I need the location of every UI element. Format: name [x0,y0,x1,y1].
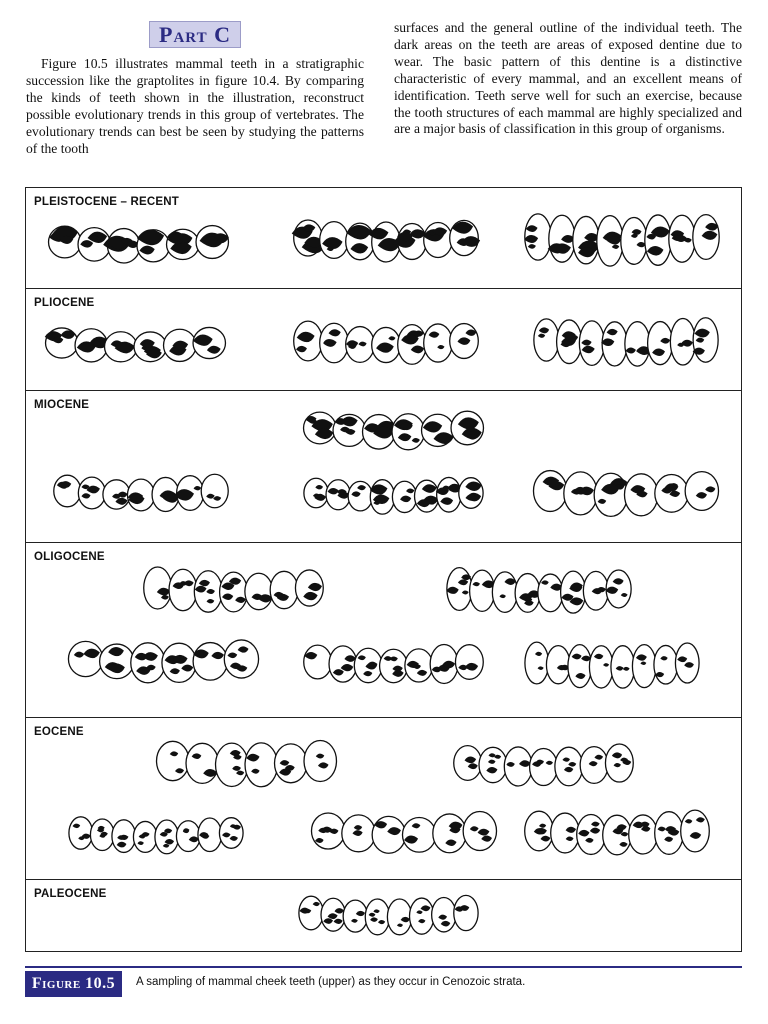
tooth-crown [329,646,357,682]
tooth-crown [131,643,165,683]
tooth-crown [621,217,647,264]
tooth-crown [454,895,478,930]
tooth-row-drawing [291,216,481,264]
tooth-crown [304,645,332,679]
tooth-row-drawing [43,325,228,365]
tooth-row-drawing [522,806,712,860]
tooth-crown [504,747,532,786]
tooth-crown [561,571,586,613]
tooth-crown [629,815,658,854]
epoch-label: PLEISTOCENE – RECENT [34,196,180,208]
tooth-row-drawing [66,637,261,685]
figure-number: Figure 10.5 [31,975,116,992]
tooth-crown [455,645,483,680]
tooth-row-drawing [522,208,722,270]
tooth-crown [193,643,227,681]
tooth-crown [470,570,495,611]
tooth-row-drawing [444,565,634,617]
tooth-crown [437,477,461,512]
figure-caption: A sampling of mammal cheek teeth (upper) as they occur in Cenozoic strata. [136,976,526,988]
tooth-row-drawing [66,814,246,856]
tooth-crown [525,642,549,684]
tooth-row-drawing [451,742,636,788]
epoch-miocene [26,391,741,543]
tooth-crown [68,641,102,676]
tooth-crown [492,572,517,612]
tooth-crown [304,741,336,782]
figure-number-tag [25,971,122,997]
tooth-crown [392,414,424,450]
tooth-crown [611,646,635,688]
tooth-crown [433,814,466,853]
tooth-crown [54,475,81,507]
tooth-row-drawing [51,473,231,513]
tooth-crown [479,747,507,782]
tooth-row-drawing [141,565,326,615]
tooth-crown [380,649,408,682]
tooth-row-drawing [296,894,481,936]
tooth-row-drawing [154,736,339,790]
caption-rule [25,966,742,968]
tooth-crown [304,478,328,508]
tooth-crown [219,818,243,849]
epoch-label: PALEOCENE [34,888,107,900]
tooth-crown [365,899,389,935]
tooth-crown [555,747,583,786]
tooth-crown [534,319,559,361]
tooth-row-drawing [309,810,499,856]
tooth-crown [410,898,434,934]
tooth-crown [299,896,323,930]
tooth-crown [645,215,671,265]
tooth-crown [568,645,592,688]
tooth-crown [530,748,558,785]
tooth-crown [186,743,218,783]
tooth-row-drawing [522,639,702,691]
epoch-label: MIOCENE [34,399,90,411]
tooth-crown [372,816,405,853]
tooth-crown [654,645,678,684]
epoch-label: OLIGOCENE [34,551,105,563]
tooth-row-drawing [301,409,486,451]
epoch-paleocene [26,880,741,953]
tooth-crown [538,574,563,612]
tooth-crown [245,743,277,787]
epoch-label: PLIOCENE [34,297,95,309]
tooth-row-drawing [531,313,721,371]
part-title-banner [149,21,241,48]
tooth-crown [551,813,580,853]
tooth-crown [681,810,710,852]
tooth-crown [648,322,673,365]
tooth-row-drawing [46,224,231,264]
tooth-crown [216,743,248,786]
tooth-crown [432,898,456,932]
tooth-crown [632,645,656,688]
tooth-crown [169,569,197,610]
tooth-row-drawing [291,319,481,367]
tooth-crown [625,322,650,366]
epoch-pleistocene-recent [26,188,741,289]
intro-paragraph-left: Figure 10.5 illustrates mammal teeth in a stratigraphic succession like the graptolites in figure 10.4. By comparing the kinds of teeth shown in the illustration, reconstruct possible evolutionary trends in this group of vertebrates. The evolutionary trends can best be seen by studying the patterns of the tooth [26,56,364,156]
epoch-oligocene [26,543,741,718]
intro-paragraph-right: surfaces and the general outline of the individual teeth. The dark areas on the teeth are areas of exposed dentine due to wear. The basic pattern of this dentine is a distinctive characteristic of every mammal, and an excellent means of identification. Teeth serve well for such an exercise, because the tooth structures of each mammal are highly specialized and are a major basis of classification in this group of organisms. [394,20,742,137]
tooth-crown [343,900,367,932]
tooth-crown [224,640,258,678]
tooth-crown [275,744,307,783]
tooth-crown [155,820,179,854]
tooth-crown [157,741,189,780]
tooth-crown [387,899,411,935]
tooth-row-drawing [301,475,486,515]
epoch-pliocene [26,289,741,391]
tooth-crown [424,324,453,362]
tooth-crown [402,817,435,852]
tooth-crown [69,817,93,849]
epoch-label: EOCENE [34,726,84,738]
tooth-crown [546,646,570,684]
tooth-crown [201,474,228,508]
epoch-eocene [26,718,741,880]
tooth-crown [176,821,200,852]
tooth-crown [454,746,482,781]
tooth-crown [144,567,172,609]
tooth-crown [589,646,613,688]
tooth-crown [270,571,298,608]
part-title: Part C [159,21,231,47]
figure-panel [25,187,742,952]
tooth-crown [133,821,157,852]
tooth-row-drawing [301,641,486,687]
tooth-row-drawing [531,467,721,519]
tooth-crown [245,573,273,609]
